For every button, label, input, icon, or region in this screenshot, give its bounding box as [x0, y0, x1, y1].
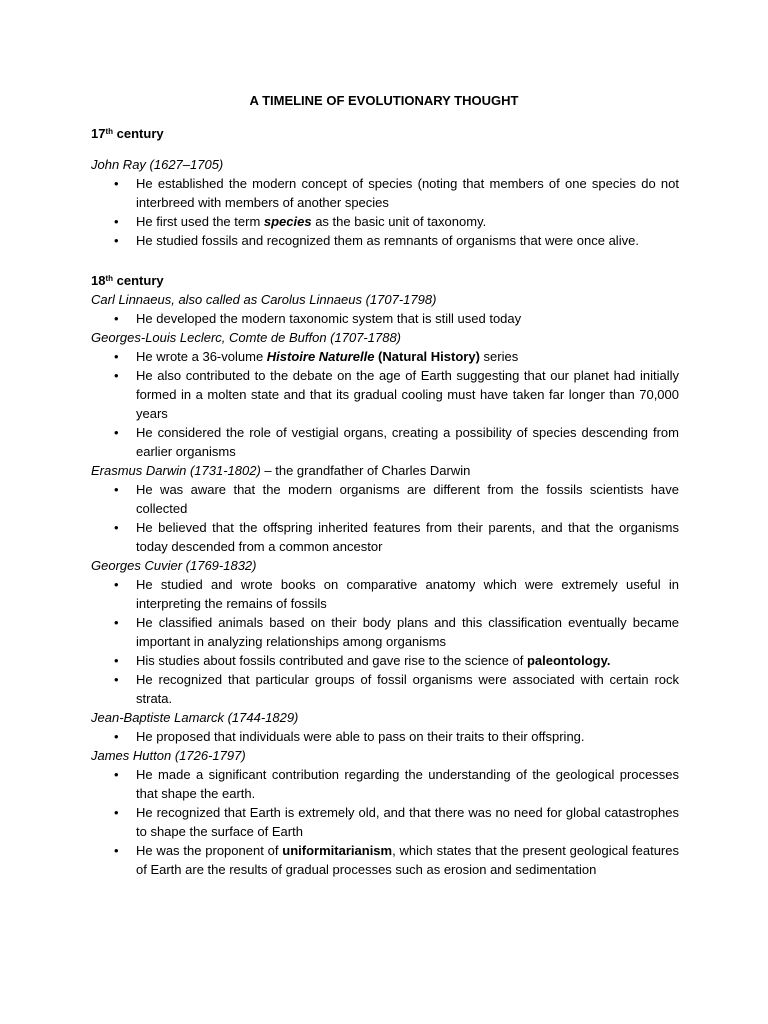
bullet-list [91, 480, 679, 556]
bullet-icon: • [114, 349, 119, 364]
bullet-icon: • [114, 368, 119, 383]
bullet-icon: • [114, 214, 119, 229]
bullet-icon: • [114, 767, 119, 782]
list-item: • He made a significant contribution regarding the understanding of the geological processes that shape the earth. [114, 767, 679, 801]
list-item: • He proposed that individuals were able to pass on their traits to their offspring. [114, 729, 585, 744]
list-item: • His studies about fossils contributed and gave rise to the science of paleontology. [114, 653, 611, 668]
century-heading: 18th century [91, 273, 164, 288]
page-title: A TIMELINE OF EVOLUTIONARY THOUGHT [249, 93, 519, 108]
century-heading: 17th century [91, 126, 164, 141]
bullet-list [91, 174, 679, 250]
person-james-hutton: James Hutton (1726-1797) [91, 748, 246, 763]
list-item: • He studied and wrote books on comparative anatomy which were extremely useful in interpreting the remains of fossils [114, 577, 679, 611]
bullet-list [91, 727, 679, 746]
list-item: • He recognized that Earth is extremely old, and that there was no need for global catastrophes to shape the surface of Earth [114, 805, 679, 839]
list-item: • He wrote a 36-volume Histoire Naturelle (Natural History) series [114, 349, 519, 364]
person-lamarck: Jean-Baptiste Lamarck (1744-1829) [91, 710, 299, 725]
bullet-list [91, 309, 679, 328]
bullet-icon: • [114, 176, 119, 191]
bullet-list [91, 347, 679, 461]
list-item: • He was aware that the modern organisms are different from the fossils scientists have collected [114, 482, 679, 516]
list-item: • He developed the modern taxonomic system that is still used today [114, 311, 522, 326]
bullet-icon: • [114, 482, 119, 497]
person-john-ray: John Ray (1627–1705) [91, 157, 224, 172]
list-item: • He established the modern concept of species (noting that members of one species do not interbreed with members of another species [114, 176, 679, 210]
bullet-icon: • [114, 672, 119, 687]
list-item: • He considered the role of vestigial organs, creating a possibility of species descending from earlier organisms [114, 425, 679, 459]
bullet-icon: • [114, 729, 119, 744]
list-item: • He also contributed to the debate on the age of Earth suggesting that our planet had initially formed in a molten state and that its gradual cooling must have taken far longer than 70,000 years [114, 368, 679, 421]
person-buffon: Georges-Louis Leclerc, Comte de Buffon (1707-1788) [91, 330, 402, 345]
list-item: • He studied fossils and recognized them as remnants of organisms that were once alive. [114, 233, 639, 248]
bullet-icon: • [114, 615, 119, 630]
list-item: • He recognized that particular groups of fossil organisms were associated with certain rock strata. [114, 672, 679, 706]
bullet-icon: • [114, 653, 119, 668]
bullet-icon: • [114, 843, 119, 858]
section-17th-century [91, 124, 679, 250]
list-item: • He classified animals based on their body plans and this classification eventually became important in analyzing relationships among organisms [114, 615, 679, 649]
bullet-icon: • [114, 425, 119, 440]
person-erasmus-darwin: Erasmus Darwin (1731-1802) – the grandfather of Charles Darwin [91, 463, 471, 478]
bullet-icon: • [114, 520, 119, 535]
list-item: • He believed that the offspring inherited features from their parents, and that the organisms today descended from a common ancestor [114, 520, 679, 554]
list-item: • He was the proponent of uniformitarianism, which states that the present geological features of Earth are the results of gradual processes such as erosion and sedimentation [114, 843, 679, 877]
person-georges-cuvier: Georges Cuvier (1769-1832) [91, 558, 257, 573]
bullet-icon: • [114, 233, 119, 248]
bullet-icon: • [114, 577, 119, 592]
list-item: • He first used the term species as the basic unit of taxonomy. [114, 214, 487, 229]
bullet-icon: • [114, 805, 119, 820]
bullet-icon: • [114, 311, 119, 326]
person-carl-linnaeus: Carl Linnaeus, also called as Carolus Linnaeus (1707-1798) [91, 292, 437, 307]
section-18th-century [91, 271, 679, 879]
bullet-list [91, 575, 679, 708]
bullet-list [91, 765, 679, 879]
